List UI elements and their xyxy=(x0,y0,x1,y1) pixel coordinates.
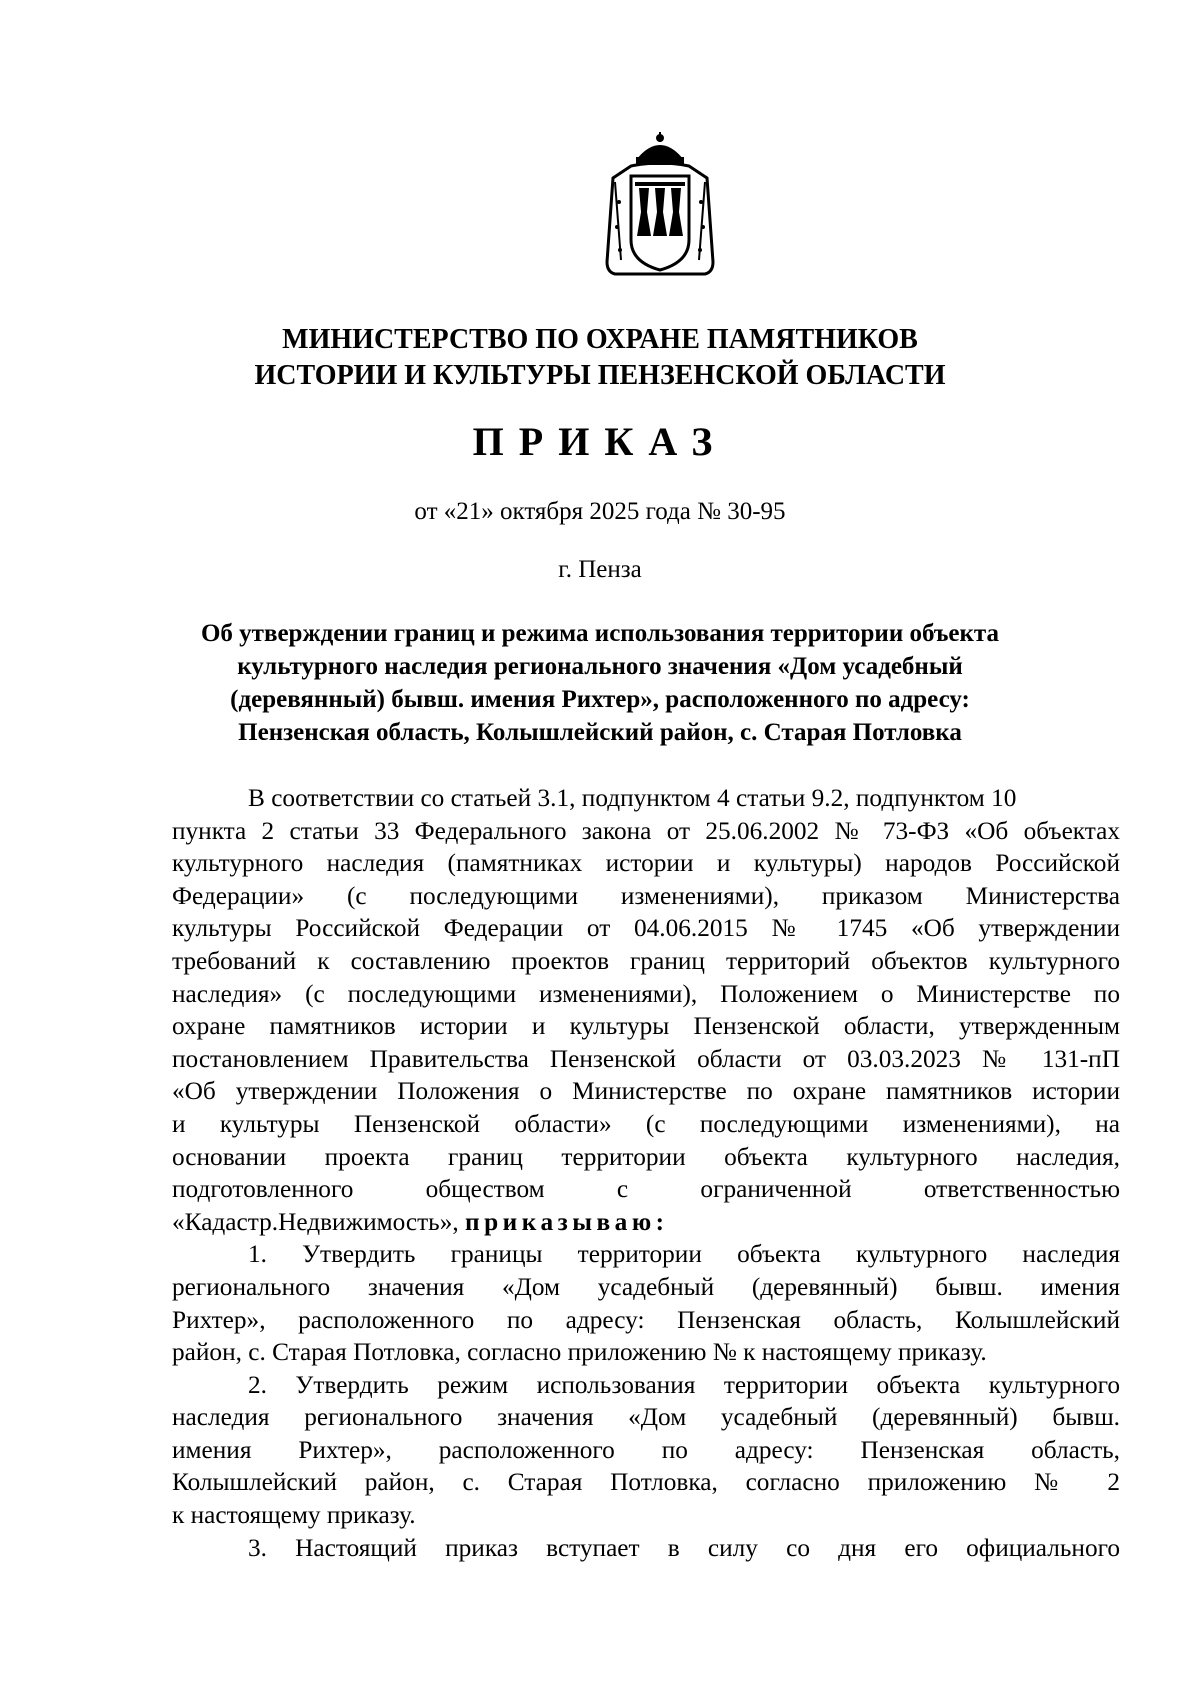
item-3-line: 3. Настоящий приказ вступает в силу со дня его официального xyxy=(248,1533,1120,1562)
sheaves-icon xyxy=(637,188,683,236)
preamble-line: «Об утверждении Положения о Министерстве по охране памятников истории xyxy=(172,1077,1120,1106)
crown-icon xyxy=(637,132,683,164)
preamble-line: требований к составлению проектов границ территорий объектов культурного xyxy=(172,946,1120,975)
preamble-line: В соответствии со статьей 3.1, подпунктом 4 статьи 9.2, подпунктом 10 xyxy=(248,784,1017,812)
preamble-line: постановлением Правительства Пензенской области от 03.03.2023 № 131-пП xyxy=(172,1044,1120,1073)
preamble-line: подготовленного обществом с ограниченной ответственностью xyxy=(172,1175,1120,1204)
item-2-line: к настоящему приказу. xyxy=(172,1501,416,1530)
order-word: приказываю: xyxy=(465,1207,669,1236)
preamble-line: Федерации» (с последующими изменениями), приказом Министерства xyxy=(172,881,1120,910)
order-body xyxy=(172,782,1120,1564)
preamble-line: культурного наследия (памятниках истории и культуры) народов Российской xyxy=(172,849,1120,878)
item-1-line: 1. Утвердить границы территории объекта культурного наследия xyxy=(248,1240,1120,1269)
preamble-line: основании проекта границ территории объекта культурного наследия, xyxy=(172,1142,1120,1171)
preamble-line: и культуры Пензенской области» (с последующими изменениями), на xyxy=(172,1109,1120,1138)
subject-line: (деревянный) бывш. имения Рихтер», расположенного по адресу: xyxy=(230,686,970,713)
subject-line: Пензенская область, Колышлейский район, с. Старая Потловка xyxy=(238,719,962,746)
ministry-name xyxy=(0,322,1200,394)
item-2-line: наследия регионального значения «Дом усадебный (деревянный) бывш. xyxy=(172,1403,1120,1432)
preamble-line: наследия» (с последующими изменениями), Положением о Министерстве по xyxy=(172,979,1120,1008)
issue-city: г. Пенза xyxy=(558,556,642,583)
subject-line: Об утверждении границ и режима использования территории объекта xyxy=(200,620,1000,647)
preamble-line: культуры Российской Федерации от 04.06.2015 № 1745 «Об утверждении xyxy=(172,914,1120,943)
order-date-number: от «21» октября 2025 года № 30-95 xyxy=(414,498,786,525)
item-2-line: Колышлейский район, с. Старая Потловка, согласно приложению № 2 xyxy=(172,1468,1120,1497)
coat-of-arms-emblem xyxy=(601,132,719,278)
preamble-line: пункта 2 статьи 33 Федерального закона от 25.06.2002 № 73-ФЗ «Об объектах xyxy=(172,816,1120,845)
subject-line: культурного наследия регионального значения «Дом усадебный xyxy=(237,653,963,680)
item-2-line: 2. Утвердить режим использования территории объекта культурного xyxy=(248,1370,1120,1399)
order-subject xyxy=(0,617,1200,749)
document-title: ПРИКАЗ xyxy=(472,419,728,464)
preamble-line: охране памятников истории и культуры Пензенской области, утвержденным xyxy=(172,1012,1120,1041)
item-2-line: имения Рихтер», расположенного по адресу: Пензенская область, xyxy=(172,1435,1120,1464)
preamble-last-line xyxy=(172,1206,1120,1239)
ministry-line-2: ИСТОРИИ И КУЛЬТУРЫ ПЕНЗЕНСКОЙ ОБЛАСТИ xyxy=(254,360,946,391)
preamble-last-text: «Кадастр.Недвижимость», xyxy=(172,1207,459,1236)
item-1-line: район, с. Старая Потловка, согласно приложению № к настоящему приказу. xyxy=(172,1338,987,1367)
ministry-line-1: МИНИСТЕРСТВО ПО ОХРАНЕ ПАМЯТНИКОВ xyxy=(282,324,918,355)
item-1-line: регионального значения «Дом усадебный (деревянный) бывш. имения xyxy=(172,1272,1120,1301)
item-1-line: Рихтер», расположенного по адресу: Пензенская область, Колышлейский xyxy=(172,1305,1120,1334)
